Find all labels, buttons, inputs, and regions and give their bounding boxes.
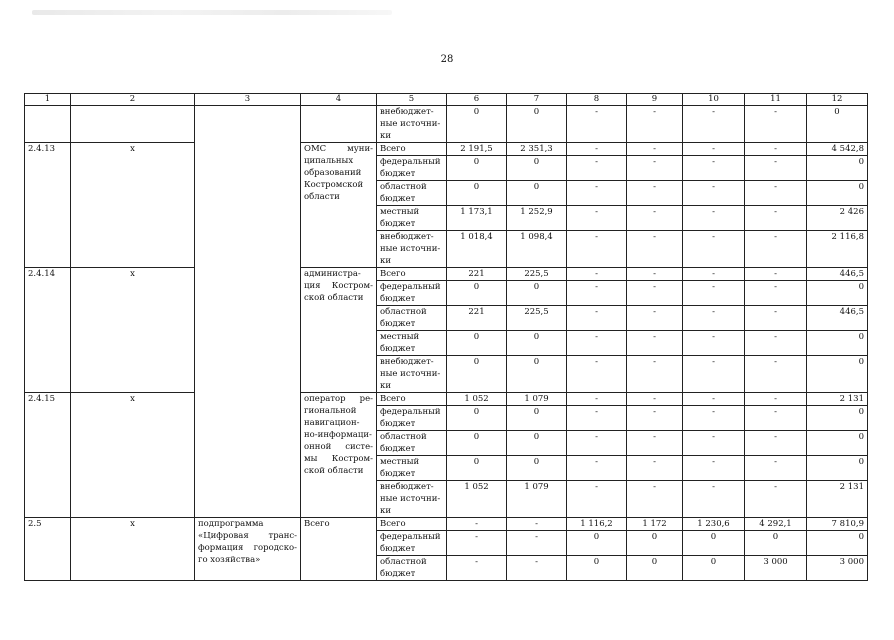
source-label: областной бюджет [377, 181, 447, 206]
row-number-cell: 2.4.14 [25, 268, 71, 393]
column-header: 12 [807, 94, 868, 106]
value-cell: - [627, 306, 683, 331]
column-header: 8 [567, 94, 627, 106]
row-number-cell: 2.4.15 [25, 393, 71, 518]
column-header: 6 [447, 94, 507, 106]
value-cell: 0 [807, 406, 868, 431]
value-cell: - [683, 106, 745, 143]
value-cell: - [745, 231, 807, 268]
value-cell: - [567, 356, 627, 393]
table-row [25, 268, 868, 281]
value-cell: - [627, 206, 683, 231]
value-cell: 1 116,2 [567, 518, 627, 531]
value-cell: 0 [807, 431, 868, 456]
value-cell: - [683, 456, 745, 481]
value-cell: 1 052 [447, 481, 507, 518]
column-header: 7 [507, 94, 567, 106]
value-cell: 221 [447, 268, 507, 281]
value-cell: 2 351,3 [507, 143, 567, 156]
value-cell: - [683, 356, 745, 393]
value-cell: - [683, 481, 745, 518]
value-cell: - [683, 206, 745, 231]
value-cell: 0 [447, 456, 507, 481]
executor-cell: ОМС муни-ципальных образований Костромской области [301, 143, 377, 268]
source-label: Всего [377, 393, 447, 406]
value-cell: 2 131 [807, 481, 868, 518]
value-cell: - [507, 518, 567, 531]
value-cell: - [567, 206, 627, 231]
value-cell: 0 [807, 156, 868, 181]
value-cell: - [567, 156, 627, 181]
value-cell: - [683, 143, 745, 156]
value-cell: 0 [627, 556, 683, 581]
column-header-row [25, 94, 868, 106]
value-cell: 0 [807, 356, 868, 393]
value-cell: - [567, 456, 627, 481]
column2-cell: x [71, 268, 195, 393]
value-cell: 225,5 [507, 306, 567, 331]
value-cell: 0 [807, 181, 868, 206]
header-scan-artifact [32, 10, 392, 15]
value-cell: 0 [447, 431, 507, 456]
value-cell: 0 [507, 331, 567, 356]
value-cell: - [567, 393, 627, 406]
source-label: Всего [377, 518, 447, 531]
value-cell: - [627, 106, 683, 143]
table-row [25, 143, 868, 156]
value-cell: - [567, 481, 627, 518]
executor-cell [301, 106, 377, 143]
value-cell: 4 542,8 [807, 143, 868, 156]
value-cell: 1 173,1 [447, 206, 507, 231]
value-cell: - [627, 143, 683, 156]
source-label: областной бюджет [377, 431, 447, 456]
value-cell: 221 [447, 306, 507, 331]
value-cell: - [567, 143, 627, 156]
executor-cell: администра-ция Костром-ской области [301, 268, 377, 393]
executor-cell: Всего [301, 518, 377, 581]
value-cell: - [627, 268, 683, 281]
value-cell: 1 252,9 [507, 206, 567, 231]
value-cell: - [447, 531, 507, 556]
column2-cell: x [71, 143, 195, 268]
value-cell: - [447, 556, 507, 581]
value-cell: 1 098,4 [507, 231, 567, 268]
source-label: местный бюджет [377, 456, 447, 481]
value-cell: 0 [807, 531, 868, 556]
column-header: 1 [25, 94, 71, 106]
value-cell: 1 230,6 [683, 518, 745, 531]
value-cell: 0 [807, 331, 868, 356]
row-number-cell: 2.5 [25, 518, 71, 581]
value-cell: - [683, 431, 745, 456]
value-cell: 0 [745, 531, 807, 556]
value-cell: 7 810,9 [807, 518, 868, 531]
source-label: федеральный бюджет [377, 156, 447, 181]
value-cell: 0 [447, 331, 507, 356]
column-header: 5 [377, 94, 447, 106]
value-cell: 0 [447, 281, 507, 306]
value-cell: - [745, 106, 807, 143]
value-cell: 0 [807, 106, 868, 143]
value-cell: - [627, 331, 683, 356]
value-cell: - [683, 156, 745, 181]
value-cell: - [567, 331, 627, 356]
value-cell: 0 [447, 181, 507, 206]
value-cell: 0 [567, 531, 627, 556]
page-number: 28 [440, 54, 454, 65]
value-cell: - [567, 406, 627, 431]
value-cell: - [567, 231, 627, 268]
value-cell: - [745, 143, 807, 156]
value-cell: - [745, 306, 807, 331]
row-number-cell [25, 106, 71, 143]
value-cell: - [627, 431, 683, 456]
column-header: 10 [683, 94, 745, 106]
value-cell: 4 292,1 [745, 518, 807, 531]
table-row [25, 518, 868, 531]
value-cell: - [627, 181, 683, 206]
value-cell: - [745, 481, 807, 518]
value-cell: 2 131 [807, 393, 868, 406]
value-cell: - [683, 231, 745, 268]
value-cell: - [507, 556, 567, 581]
value-cell: 0 [507, 431, 567, 456]
source-label: федеральный бюджет [377, 531, 447, 556]
value-cell: - [683, 306, 745, 331]
value-cell: 1 018,4 [447, 231, 507, 268]
value-cell: - [447, 518, 507, 531]
value-cell: - [627, 156, 683, 181]
source-label: Всего [377, 143, 447, 156]
value-cell: - [745, 356, 807, 393]
value-cell: - [683, 281, 745, 306]
column2-cell: x [71, 518, 195, 581]
value-cell: - [745, 268, 807, 281]
column-header: 3 [195, 94, 301, 106]
value-cell: - [745, 431, 807, 456]
value-cell: - [507, 531, 567, 556]
column2-cell [71, 106, 195, 143]
subprogram-name: подпрограмма «Цифровая транс-формация городско-го хозяйства» [195, 518, 301, 581]
value-cell: 0 [807, 456, 868, 481]
table-row [25, 106, 868, 143]
value-cell: - [627, 393, 683, 406]
row-number-cell: 2.4.13 [25, 143, 71, 268]
value-cell: 0 [507, 181, 567, 206]
value-cell: - [683, 393, 745, 406]
value-cell: - [745, 206, 807, 231]
column-header: 4 [301, 94, 377, 106]
value-cell: - [745, 331, 807, 356]
source-label: внебюджет-ные источни-ки [377, 356, 447, 393]
value-cell: - [683, 268, 745, 281]
value-cell: 0 [447, 406, 507, 431]
value-cell: - [745, 393, 807, 406]
value-cell: 1 079 [507, 393, 567, 406]
value-cell: - [627, 231, 683, 268]
value-cell: - [683, 331, 745, 356]
value-cell: 0 [507, 356, 567, 393]
value-cell: 0 [627, 531, 683, 556]
source-label: местный бюджет [377, 331, 447, 356]
source-label: областной бюджет [377, 306, 447, 331]
source-label: местный бюджет [377, 206, 447, 231]
source-label: Всего [377, 268, 447, 281]
program-cell [195, 106, 301, 518]
value-cell: - [627, 456, 683, 481]
source-label: федеральный бюджет [377, 281, 447, 306]
value-cell: - [567, 306, 627, 331]
value-cell: - [745, 181, 807, 206]
value-cell: - [745, 406, 807, 431]
value-cell: - [627, 406, 683, 431]
executor-cell: оператор ре-гиональной навигацион-но-информаци-онной систе-мы Костром-ской области [301, 393, 377, 518]
source-label: федеральный бюджет [377, 406, 447, 431]
source-label: внебюджет-ные источни-ки [377, 231, 447, 268]
value-cell: 446,5 [807, 268, 868, 281]
value-cell: 1 052 [447, 393, 507, 406]
value-cell: 1 079 [507, 481, 567, 518]
value-cell: - [745, 456, 807, 481]
value-cell: 446,5 [807, 306, 868, 331]
value-cell: 0 [567, 556, 627, 581]
value-cell: - [683, 406, 745, 431]
value-cell: 2 116,8 [807, 231, 868, 268]
value-cell: 2 426 [807, 206, 868, 231]
table-row [25, 393, 868, 406]
value-cell: 0 [507, 156, 567, 181]
value-cell: 3 000 [807, 556, 868, 581]
value-cell: 2 191,5 [447, 143, 507, 156]
column-header: 9 [627, 94, 683, 106]
value-cell: 1 172 [627, 518, 683, 531]
value-cell: - [567, 106, 627, 143]
value-cell: 0 [447, 106, 507, 143]
value-cell: - [745, 156, 807, 181]
value-cell: - [627, 481, 683, 518]
value-cell: 225,5 [507, 268, 567, 281]
value-cell: 0 [807, 281, 868, 306]
budget-table [24, 93, 868, 581]
value-cell: - [683, 181, 745, 206]
value-cell: 0 [507, 106, 567, 143]
value-cell: 0 [507, 281, 567, 306]
value-cell: 0 [447, 156, 507, 181]
value-cell: - [627, 281, 683, 306]
value-cell: 0 [507, 406, 567, 431]
value-cell: - [567, 268, 627, 281]
value-cell: - [567, 431, 627, 456]
value-cell: - [567, 281, 627, 306]
source-label: областной бюджет [377, 556, 447, 581]
value-cell: - [627, 356, 683, 393]
value-cell: 0 [683, 531, 745, 556]
column-header: 11 [745, 94, 807, 106]
value-cell: 0 [447, 356, 507, 393]
column-header: 2 [71, 94, 195, 106]
source-label: внебюджет-ные источни-ки [377, 106, 447, 143]
value-cell: 3 000 [745, 556, 807, 581]
value-cell: 0 [507, 456, 567, 481]
column2-cell: x [71, 393, 195, 518]
source-label: внебюджет-ные источни-ки [377, 481, 447, 518]
value-cell: - [567, 181, 627, 206]
value-cell: 0 [683, 556, 745, 581]
value-cell: - [745, 281, 807, 306]
